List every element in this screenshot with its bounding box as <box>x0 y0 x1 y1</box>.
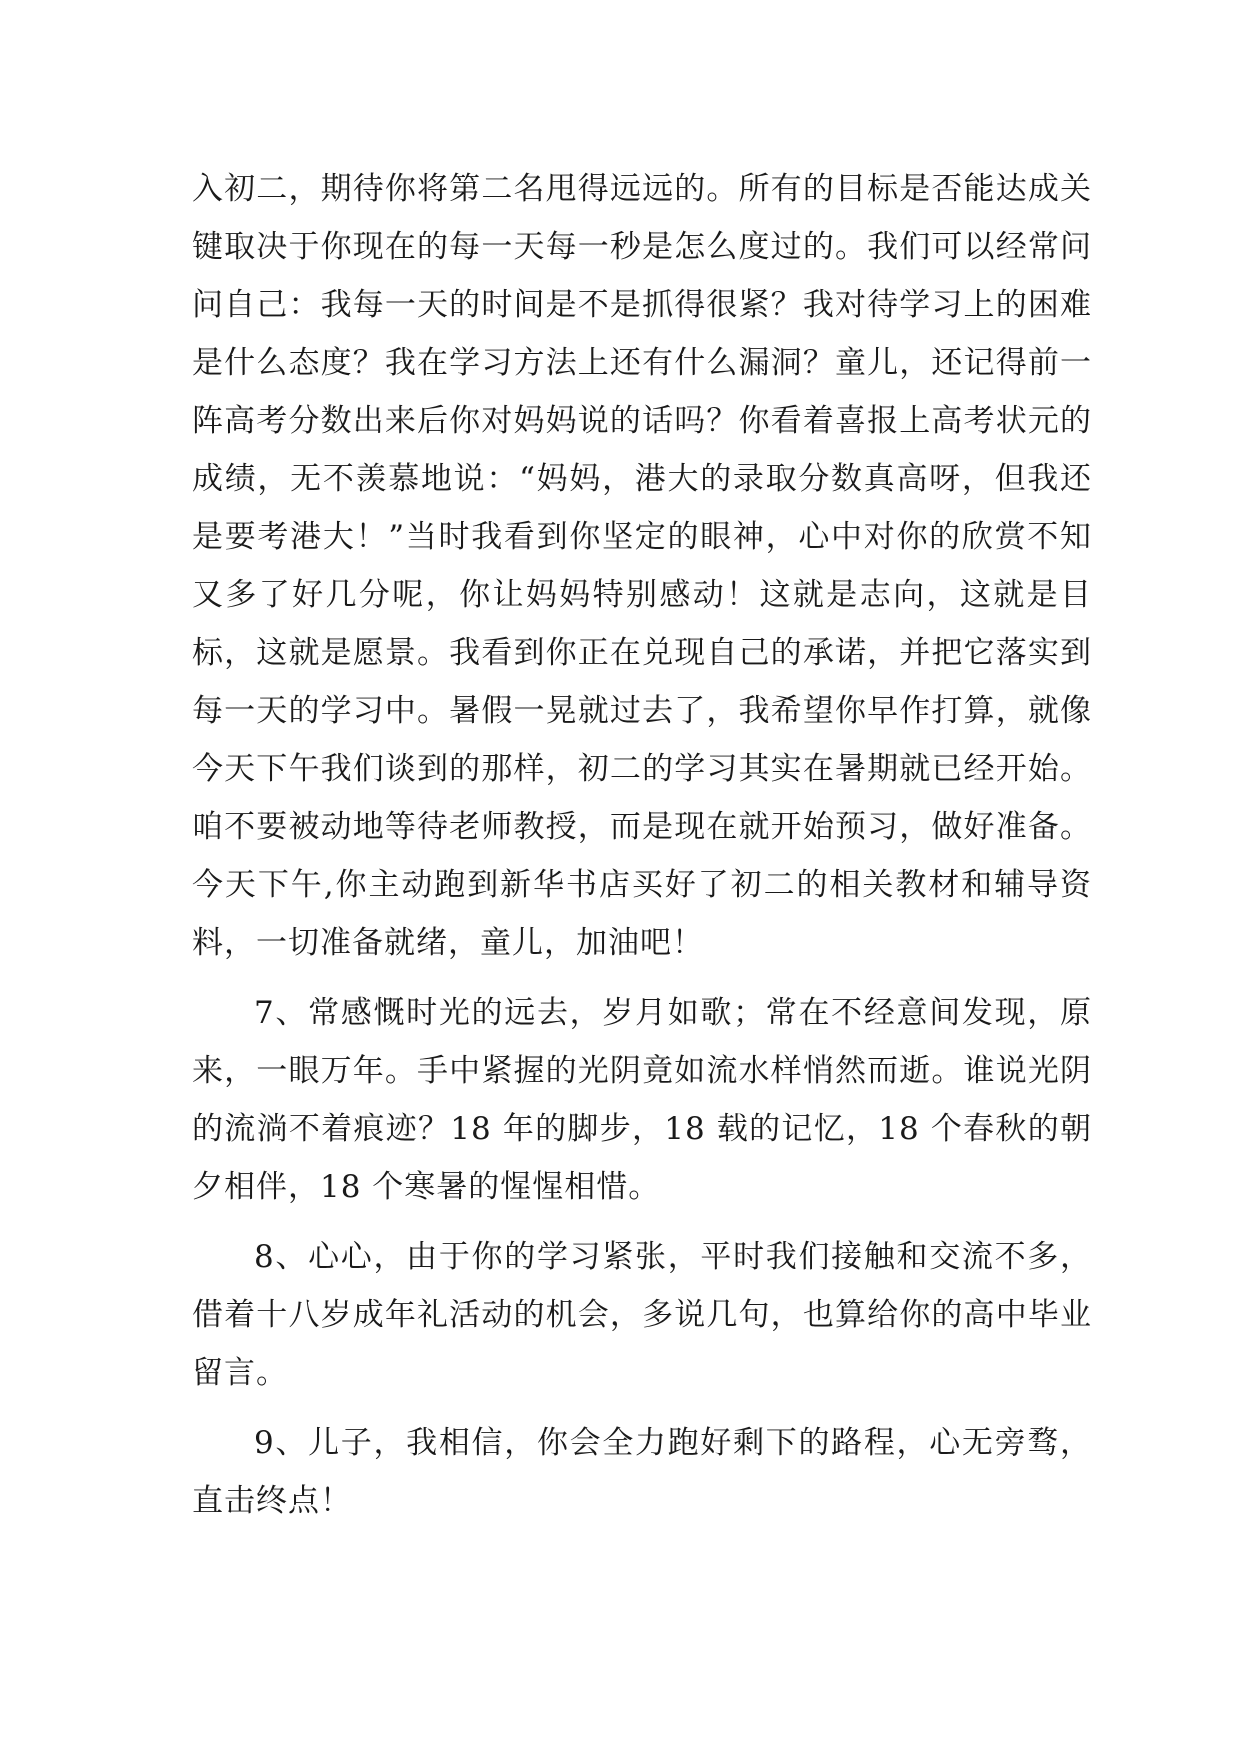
paragraph-7: 7、常感慨时光的远去，岁月如歌；常在不经意间发现，原来，一眼万年。手中紧握的光阴竟如流水样悄然而逝。谁说光阴的流淌不着痕迹？18 年的脚步，18 载的记忆，18 个春秋的朝夕相伴，18 个寒暑的惺惺相惜。 <box>192 995 1092 1205</box>
paragraph-continued: 入初二，期待你将第二名甩得远远的。所有的目标是否能达成关键取决于你现在的每一天每一秒是怎么度过的。我们可以经常问问自己：我每一天的时间是不是抓得很紧？我对待学习上的困难是什么态度？我在学习方法上还有什么漏洞？童儿，还记得前一阵高考分数出来后你对妈妈说的话吗？你看着喜报上高考状元的成绩，无不羡慕地说：“妈妈，港大的录取分数真高呀，但我还是要考港大！”当时我看到你坚定的眼神，心中对你的欣赏不知又多了好几分呢，你让妈妈特别感动！这就是志向，这就是目标，这就是愿景。我看到你正在兑现自己的承诺，并把它落实到每一天的学习中。暑假一晃就过去了，我希望你早作打算，就像今天下午我们谈到的那样，初二的学习其实在暑期就已经开始。咱不要被动地等待老师教授，而是现在就开始预习，做好准备。今天下午,你主动跑到新华书店买好了初二的相关教材和辅导资料，一切准备就绪，童儿，加油吧！ <box>192 171 1092 961</box>
paragraph-9: 9、儿子，我相信，你会全力跑好剩下的路程，心无旁骛，直击终点！ <box>192 1425 1092 1519</box>
paragraph-8: 8、心心，由于你的学习紧张，平时我们接触和交流不多，借着十八岁成年礼活动的机会，多说几句，也算给你的高中毕业留言。 <box>192 1239 1092 1391</box>
document-body <box>192 160 1092 1542</box>
